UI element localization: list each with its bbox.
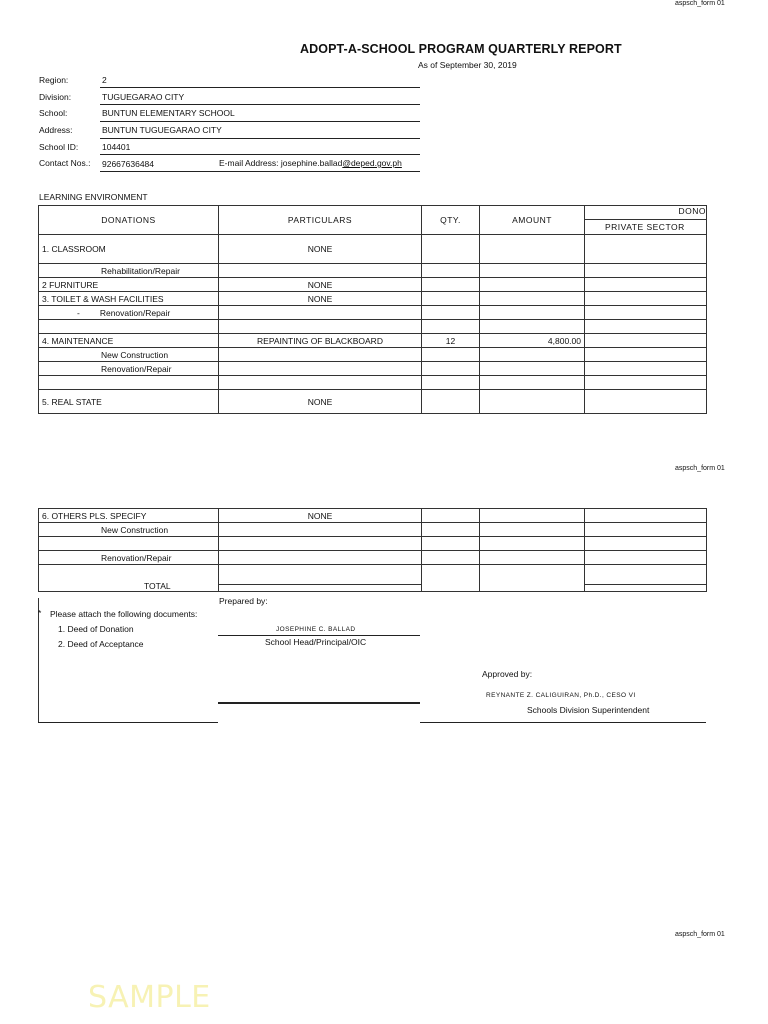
row-others-blank-amount [480,537,585,551]
row-others-renovation: Renovation/Repair [39,551,219,565]
table-row [39,264,707,278]
school-id-label: School ID: [39,142,79,152]
row-furniture-amount [480,278,585,292]
region-underline [100,87,420,88]
row-renovation-particulars [219,362,422,376]
row-others-renovation-donor [585,551,707,565]
row-furniture-donor [585,278,707,292]
row-blank-2-qty [422,376,480,390]
prepared-bottom-border [218,702,420,704]
notes-attach: Please attach the following documents: [50,609,198,619]
division-value: TUGUEGARAO CITY [102,92,185,102]
row-real-state-particulars: NONE [219,390,422,414]
row-new-construction: New Construction [39,348,219,362]
row-blank-1 [39,320,219,334]
header-qty: QTY. [422,206,480,235]
row-others-new-construction-qty [422,523,480,537]
row-total-qty [422,565,480,592]
row-others-qty [422,509,480,523]
table-row [39,278,707,292]
section-title: LEARNING ENVIRONMENT [39,192,148,202]
row-renovation-amount [480,362,585,376]
header-donor-cell [585,206,707,235]
notes-star: * [38,608,42,618]
row-blank-1-amount [480,320,585,334]
table-row [39,551,707,565]
row-toilet-renovation-donor [585,306,707,320]
row-others: 6. OTHERS PLS. SPECIFY [39,509,219,523]
row-real-state-donor [585,390,707,414]
row-total-donor [585,565,707,592]
row-rehab-donor [585,264,707,278]
contact-value: 92667636484 [102,159,155,169]
row-real-state-qty [422,390,480,414]
row-real-state: 5. REAL STATE [39,390,219,414]
table-row [39,334,707,348]
table-row [39,376,707,390]
notes-doc-1: 1. Deed of Donation [58,624,134,634]
division-underline [100,104,420,105]
table-row [39,537,707,551]
donations-table [38,205,707,414]
header-donations: DONATIONS [39,206,219,235]
division-label: Division: [39,92,72,102]
row-others-new-construction: New Construction [39,523,219,537]
row-rehab-amount [480,264,585,278]
prepared-label: Prepared by: [219,596,268,606]
row-others-new-construction-amount [480,523,585,537]
as-of-date: As of September 30, 2019 [418,60,517,70]
row-maintenance-qty: 12 [422,334,480,348]
school-id-underline [100,154,420,155]
row-classroom-amount [480,235,585,264]
row-toilet-renovation [39,306,219,320]
notes-doc-2: 2. Deed of Acceptance [58,639,144,649]
address-value: BUNTUN TUGUEGARAO CITY [102,125,222,135]
others-table [38,508,707,592]
header-amount: AMOUNT [480,206,585,235]
row-toilet-renovation-particulars [219,306,422,320]
contact-label: Contact Nos.: [39,158,91,168]
row-new-construction-amount [480,348,585,362]
page-title: ADOPT-A-SCHOOL PROGRAM QUARTERLY REPORT [300,42,622,56]
school-underline [100,121,420,122]
row-toilet-renovation-dash: - [77,307,80,318]
row-total-donor-divider [585,572,706,585]
row-toilet-renovation-qty [422,306,480,320]
row-rehab-particulars [219,264,422,278]
header-particulars: PARTICULARS [219,206,422,235]
email-label: E-mail Address: josephine.ballad [219,158,343,168]
row-classroom: 1. CLASSROOM [39,235,219,264]
email-domain-link[interactable]: @deped.gov.ph [342,158,402,168]
row-others-blank [39,537,219,551]
row-furniture-particulars: NONE [219,278,422,292]
row-others-new-construction-particulars [219,523,422,537]
row-furniture: 2 FURNITURE [39,278,219,292]
row-toilet: 3. TOILET & WASH FACILITIES [39,292,219,306]
row-blank-1-particulars [219,320,422,334]
row-total-particulars-divider [219,572,421,585]
row-others-renovation-amount [480,551,585,565]
row-renovation-qty [422,362,480,376]
table-row [39,320,707,334]
prepared-name: JOSEPHINE C. BALLAD [276,626,356,633]
address-label: Address: [39,125,73,135]
table-row [39,509,707,523]
table-row [39,292,707,306]
row-classroom-particulars: NONE [219,235,422,264]
approved-role: Schools Division Superintendent [527,705,650,715]
row-toilet-amount [480,292,585,306]
row-others-blank-particulars [219,537,422,551]
row-renovation-donor [585,362,707,376]
row-new-construction-donor [585,348,707,362]
row-rehab: Rehabilitation/Repair [39,264,219,278]
row-maintenance-particulars: REPAINTING OF BLACKBOARD [219,334,422,348]
row-others-renovation-particulars [219,551,422,565]
school-value: BUNTUN ELEMENTARY SCHOOL [102,108,235,118]
form-code-bottom: aspsch_form 01 [675,931,725,938]
row-furniture-qty [422,278,480,292]
row-toilet-donor [585,292,707,306]
form-code-top: aspsch_form 01 [675,0,725,7]
prepared-role: School Head/Principal/OIC [265,637,367,647]
approved-label: Approved by: [482,669,533,679]
row-toilet-qty [422,292,480,306]
prepared-signature-line [218,635,420,636]
table-header-row [39,206,707,235]
table-row [39,523,707,537]
row-total: TOTAL [39,565,219,592]
approved-name: REYNANTE Z. CALIGUIRAN, Ph.D., CESO VI [486,692,636,699]
row-blank-1-qty [422,320,480,334]
row-others-new-construction-donor [585,523,707,537]
row-toilet-renovation-label: Renovation/Repair [99,307,171,318]
approved-bottom-border [420,722,706,723]
row-toilet-particulars: NONE [219,292,422,306]
row-others-particulars: NONE [219,509,422,523]
row-total-amount [480,565,585,592]
row-others-blank-donor [585,537,707,551]
header-donor: DONO [585,206,706,220]
row-new-construction-qty [422,348,480,362]
row-others-renovation-qty [422,551,480,565]
school-id-value: 104401 [102,142,131,152]
table-row [39,362,707,376]
row-blank-1-donor [585,320,707,334]
table-row [39,348,707,362]
row-blank-2-donor [585,376,707,390]
row-others-amount [480,509,585,523]
region-label: Region: [39,75,69,85]
row-blank-2-amount [480,376,585,390]
row-toilet-renovation-amount [480,306,585,320]
table-row [39,306,707,320]
address-underline [100,138,420,139]
row-maintenance-amount: 4,800.00 [480,334,585,348]
row-new-construction-particulars [219,348,422,362]
school-label: School: [39,108,68,118]
table-row [39,390,707,414]
table-row [39,565,707,592]
row-others-donor [585,509,707,523]
row-blank-2 [39,376,219,390]
table-row [39,235,707,264]
row-classroom-donor [585,235,707,264]
row-rehab-qty [422,264,480,278]
row-maintenance-donor [585,334,707,348]
row-others-blank-qty [422,537,480,551]
row-renovation: Renovation/Repair [39,362,219,376]
row-real-state-amount [480,390,585,414]
row-total-particulars [219,565,422,592]
row-classroom-qty [422,235,480,264]
header-private-sector: PRIVATE SECTOR [605,222,685,232]
email-field [219,158,402,168]
row-blank-2-particulars [219,376,422,390]
notes-bottom-border [38,722,218,723]
contact-underline [100,171,420,172]
sample-watermark: SAMPLE [88,980,211,1015]
region-value: 2 [102,75,107,85]
form-code-middle: aspsch_form 01 [675,465,725,472]
row-maintenance: 4. MAINTENANCE [39,334,219,348]
